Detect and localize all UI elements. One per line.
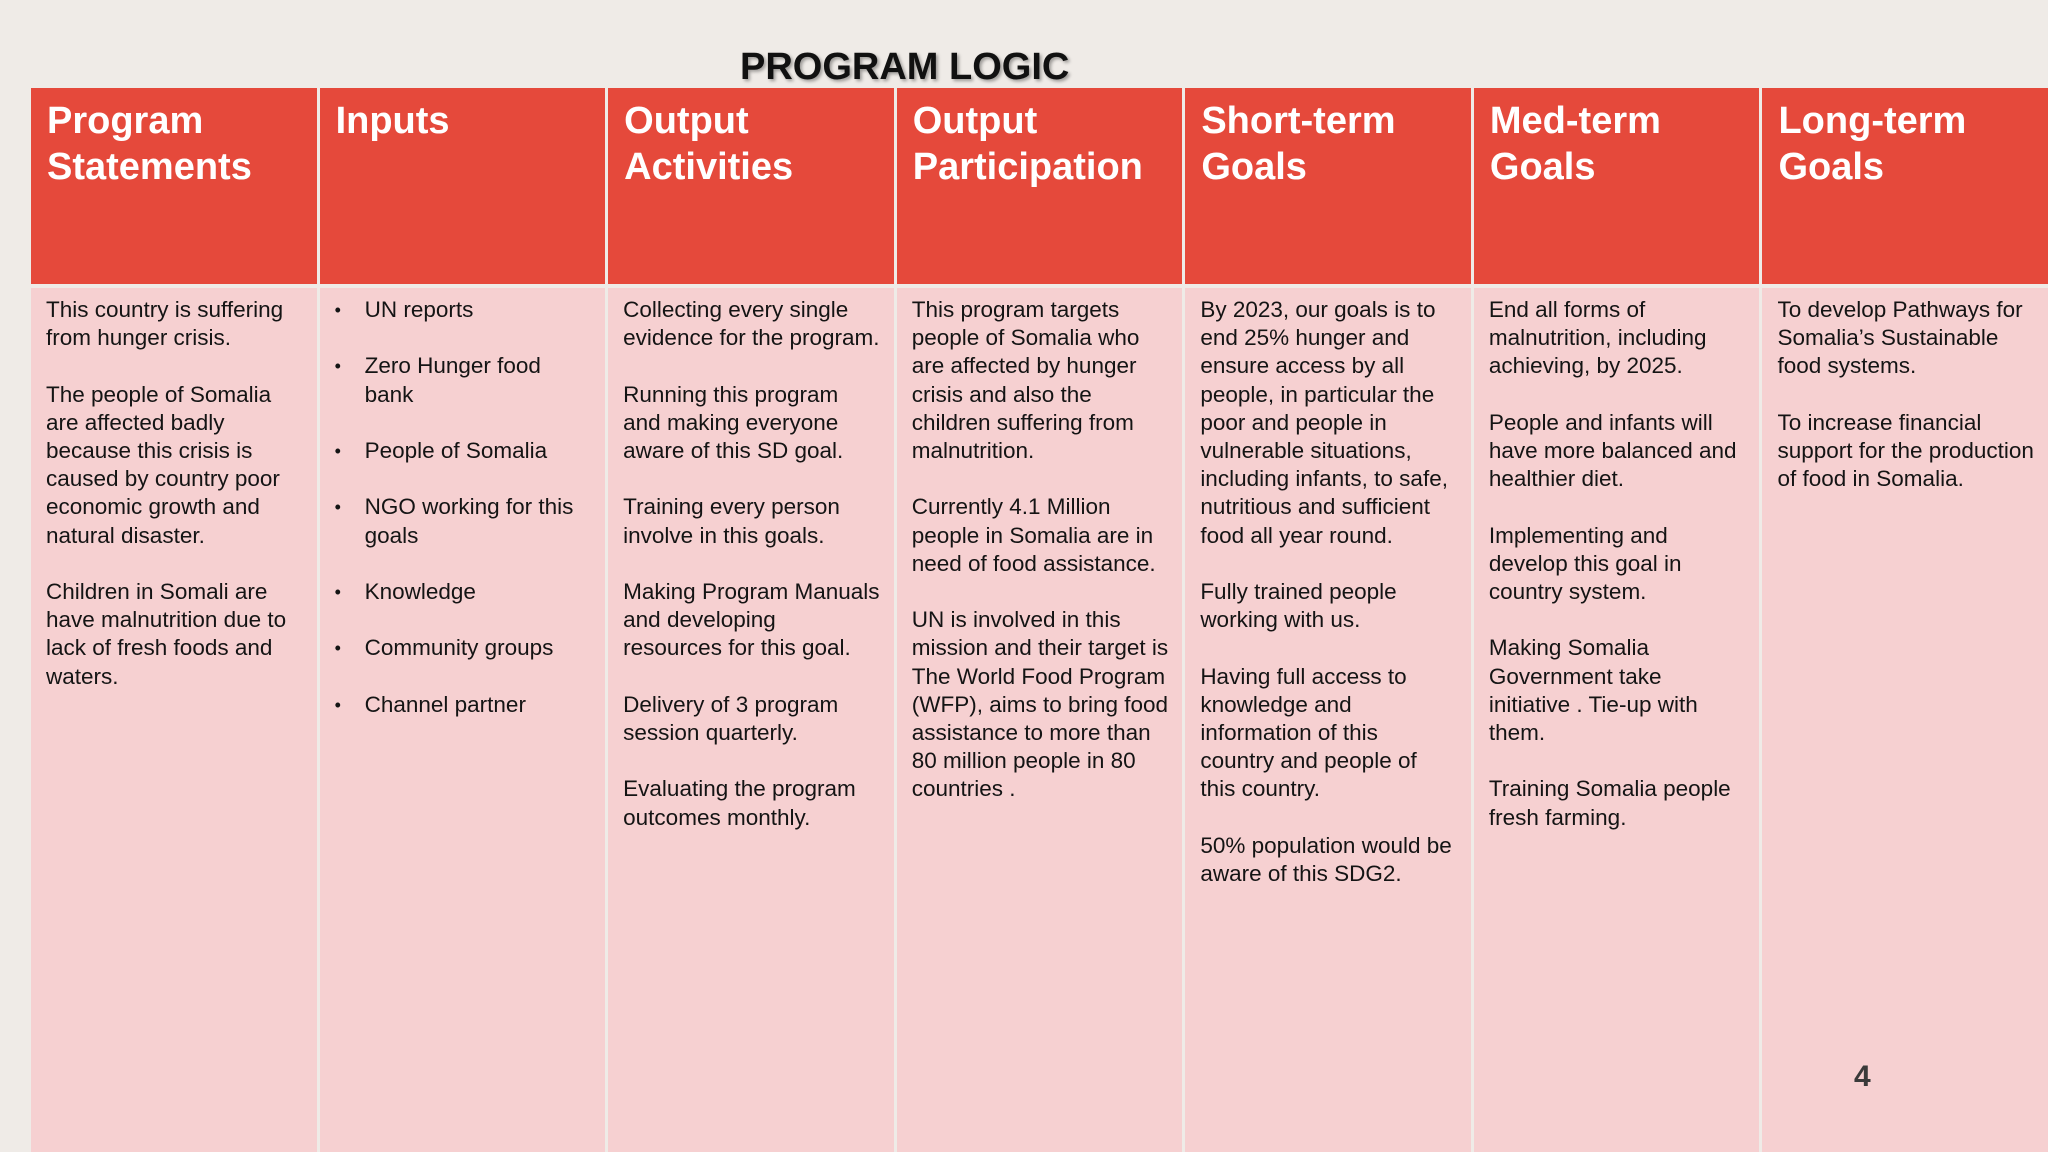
list-item-text: Knowledge [364,578,476,604]
header-line: Inputs [335,100,450,142]
body-paragraph: End all forms of malnutrition, including achieving, by 2025. [1488,297,1707,379]
column-inputs [320,88,606,1152]
list-item-text: Community groups [364,635,554,661]
header-line: Statements [47,146,252,188]
program-logic-table [31,88,2048,1152]
body-paragraph: Implementing and develop this goal in country system. [1488,522,1682,604]
page-number: 4 [1854,1060,1871,1093]
column-header [897,88,1183,284]
header-line: Goals [1778,146,1885,188]
body-paragraph: Having full access to knowledge and information of this country and people of this country. [1200,663,1417,802]
column-med-term-goals [1474,88,1760,1152]
bullet-icon: • [334,356,341,377]
header-line: Long-term [1778,100,1967,142]
body-paragraph: Fully trained people working with us. [1200,579,1397,633]
header-line: Output [912,100,1038,142]
header-line: Med-term [1489,100,1661,142]
list-item [335,352,592,408]
body-paragraph: Collecting every single evidence for the program. [623,297,880,351]
list-item [335,578,592,606]
body-paragraph: Currently 4.1 Million people in Somalia are in need of food assistance. [911,494,1156,576]
header-line: Output [624,100,749,142]
column-header [1185,88,1471,284]
column-body [1474,288,1760,1152]
column-body [897,288,1183,1152]
body-paragraph: This country is suffering from hunger crisis. [46,297,284,351]
header-line: Program [47,100,204,142]
column-header [1762,88,2048,284]
body-paragraph: Making Program Manuals and developing resources for this goal. [623,578,880,661]
column-body [608,288,894,1152]
column-header [31,88,317,284]
column-header [320,88,606,284]
bullet-icon: • [334,440,341,461]
list-item-text: UN reports [364,297,474,322]
column-program-statements [31,88,317,1152]
body-paragraph: To develop Pathways for Somalia’s Sustainable food systems. [1777,297,2023,379]
column-short-term-goals [1185,88,1471,1152]
body-paragraph: People and infants will have more balanced and healthier diet. [1488,409,1737,492]
body-paragraph: The people of Somalia are affected badly because this crisis is caused by country poor economic growth and natural disaster. [46,381,280,548]
column-body [31,288,317,1152]
header-line: Participation [912,146,1143,188]
body-paragraph: UN is involved in this mission and their target is The World Food Program (WFP), aims to bring food assistance to more than 80 million people in 80 countries . [911,607,1169,802]
column-output-participation [897,88,1183,1152]
body-paragraph: Training Somalia people fresh farming. [1488,776,1731,830]
list-item [335,437,592,465]
body-paragraph: By 2023, our goals is to end 25% hunger and ensure access by all people, in particular the poor and people in vulnerable situations, including infants, to safe, nutritious and sufficient food all year round. [1200,297,1448,548]
list-item-text: People of Somalia [364,437,548,463]
column-body [320,288,606,1152]
column-header [608,88,894,284]
header-line: Short-term [1201,100,1396,142]
list-item-text: Zero Hunger food bank [364,353,541,407]
body-paragraph: This program targets people of Somalia who are affected by hunger crisis and also the children suffering from malnutrition. [911,297,1140,464]
body-paragraph: Delivery of 3 program session quarterly. [623,691,839,745]
bullet-icon: • [334,581,341,602]
body-paragraph: Running this program and making everyone aware of this SD goal. [623,381,844,463]
body-paragraph: 50% population would be aware of this SDG2. [1200,832,1452,887]
column-body [1185,288,1471,1152]
column-header [1474,88,1760,284]
column-body [1762,288,2048,1152]
header-line: Activities [624,146,794,188]
list-item [335,296,592,324]
list-item [335,634,592,662]
bullet-icon: • [334,300,341,320]
list-item-text: Channel partner [364,691,526,717]
body-paragraph: Training every person involve in this goals. [623,494,840,548]
body-paragraph: Evaluating the program outcomes monthly. [623,776,856,830]
bullet-icon: • [334,497,341,518]
bullet-icon: • [334,694,341,715]
bullet-icon: • [334,638,341,659]
list-item [335,691,592,719]
body-paragraph: Children in Somali are have malnutrition due to lack of fresh foods and waters. [46,579,287,689]
column-long-term-goals [1762,88,2048,1152]
list-item [335,493,592,549]
column-output-activities [608,88,894,1152]
list-item-text: NGO working for this goals [364,494,574,548]
inputs-list [335,296,592,719]
header-line: Goals [1489,146,1596,188]
body-paragraph: To increase financial support for the production of food in Somalia. [1777,409,2034,492]
slide-title: PROGRAM LOGIC [740,46,1070,88]
body-paragraph: Making Somalia Government take initiative . Tie-up with them. [1488,635,1698,745]
header-line: Goals [1201,146,1307,188]
